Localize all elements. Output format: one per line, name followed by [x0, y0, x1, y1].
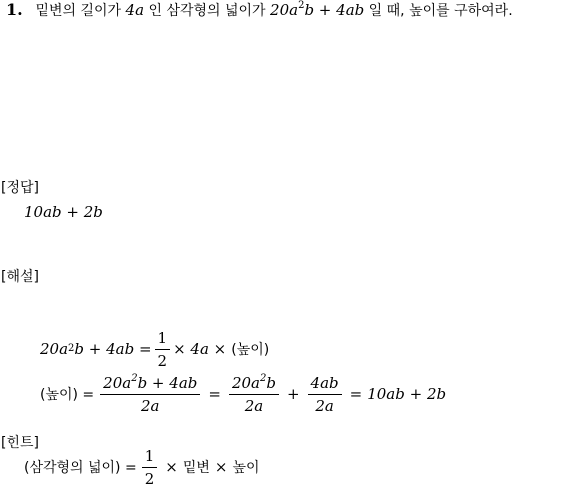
hint-fraction [142, 447, 158, 488]
exp2-eq-2: = [349, 385, 363, 403]
exp1-lhs-a: 20a [40, 340, 69, 358]
exp2-f3-den: 2a [315, 396, 334, 415]
exp1-rest-b: (높이) [231, 342, 270, 358]
question-math-area-b: b + 4ab [304, 1, 365, 19]
answer-label: [정답] [1, 180, 39, 196]
exp2-f2-num-a: 20a [231, 373, 260, 392]
question-text-1: 밑변의 길이가 [35, 3, 126, 19]
question-math-area-a: 20a [270, 1, 299, 19]
exp2-f3-num: 4ab [308, 374, 342, 395]
exp2-fraction-3 [308, 374, 342, 415]
question-math-area-exp: 2 [298, 0, 305, 11]
exp2-lhs: (높이) = [40, 387, 95, 403]
exp1-frac-num: 1 [155, 329, 171, 350]
exp1-lhs-b: b + 4ab = [74, 340, 152, 358]
exp2-f2-num-sup: 2 [259, 372, 267, 384]
question-line [6, 0, 513, 20]
hint-times-1: × [165, 458, 178, 476]
hint-frac-den: 2 [144, 469, 155, 488]
exp2-f1-num-b: b + 4ab [137, 373, 198, 392]
exp2-fraction-2 [229, 374, 279, 415]
hint-times-2: × [214, 458, 228, 476]
question-math-base: 4a [125, 1, 145, 19]
exp2-fraction-1 [100, 374, 200, 415]
question-text-3: 일 때, 높이를 구하여라. [364, 3, 513, 19]
explanation-label: [해설] [1, 269, 39, 285]
exp2-f1-den: 2a [141, 396, 160, 415]
hint-line [24, 446, 260, 488]
exp1-fraction [155, 329, 171, 370]
exp2-eq-1: = [208, 385, 221, 403]
hint-height: 높이 [232, 460, 260, 476]
exp1-frac-den: 2 [157, 351, 168, 370]
exp2-f2-num-b: b [266, 373, 276, 392]
hint-base: 밑변 [182, 460, 210, 476]
explanation-line-2 [40, 371, 446, 417]
hint-label: [힌트] [1, 435, 39, 451]
exp1-rest-a: × 4a × [173, 340, 227, 358]
hint-frac-num: 1 [142, 447, 158, 468]
exp2-plus: + [286, 385, 300, 403]
question-number: 1. [6, 0, 23, 19]
explanation-line-1: 20a 2 b + 4ab = $\frac{1}{2}$ × 4a × (높이) [40, 328, 270, 370]
question-text-2: 인 삼각형의 넓이가 [144, 3, 271, 19]
exp2-f2-den: 2a [244, 396, 264, 415]
exp2-f1-num-sup: 2 [131, 372, 138, 384]
hint-lhs: (삼각형의 넓이) = [24, 460, 137, 476]
exp2-result: 10ab + 2b [367, 385, 447, 403]
exp2-f1-num-a: 20a [103, 373, 132, 392]
answer-value: 10ab + 2b [24, 203, 103, 221]
